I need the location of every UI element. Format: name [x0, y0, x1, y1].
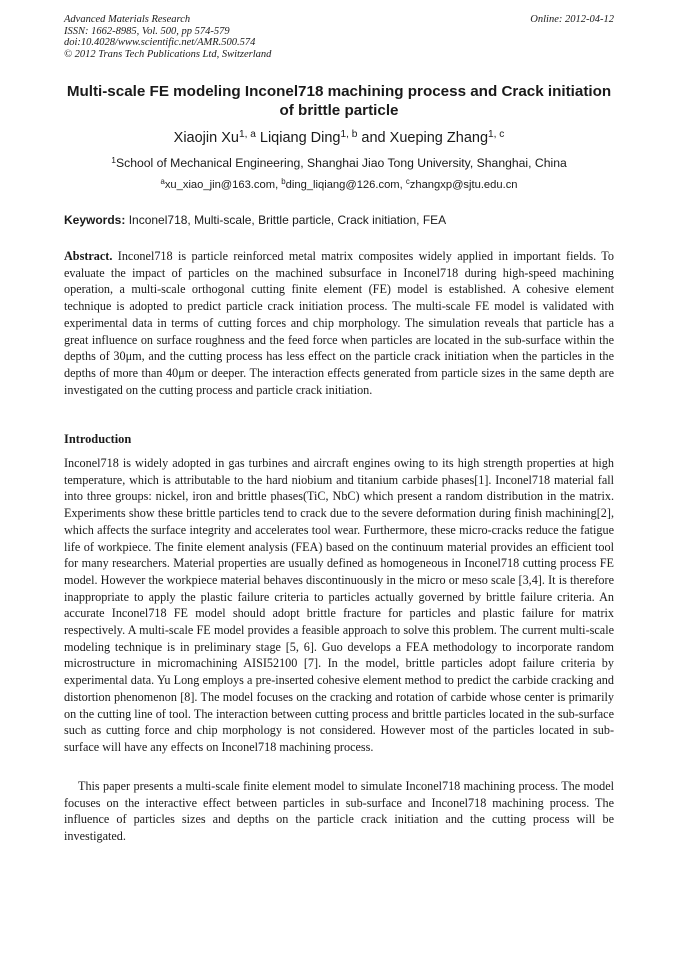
keywords-text: Inconel718, Multi-scale, Brittle particle, Crack initiation, FEA: [128, 213, 447, 227]
email-address[interactable]: zhangxp@sjtu.edu.cn: [409, 179, 518, 191]
affiliation: [64, 156, 614, 171]
keywords-label: Keywords:: [64, 213, 126, 227]
keywords: [64, 213, 614, 228]
journal-name: Advanced Materials Research: [64, 14, 191, 25]
email-superscript: a: [160, 177, 165, 187]
section-heading-introduction: Introduction: [64, 432, 132, 446]
email-superscript: b: [281, 177, 286, 187]
publication-header: [64, 14, 614, 60]
online-date: Online: 2012-04-12: [530, 14, 614, 25]
affiliation-text: School of Mechanical Engineering, Shanghai Jiao Tong University, Shanghai, China: [115, 156, 567, 170]
author-superscript: 1, b: [340, 128, 358, 140]
author-name: Xiaojin Xu: [173, 130, 239, 146]
email-address[interactable]: ding_liqiang@126.com: [285, 179, 400, 191]
abstract-label: Abstract.: [64, 249, 113, 263]
author-joiner: and: [361, 130, 386, 146]
author-name: Liqiang Ding: [259, 130, 341, 146]
affiliation-superscript: 1: [111, 154, 116, 165]
email-superscript: c: [405, 177, 410, 187]
email-address[interactable]: xu_xiao_jin@163.com: [164, 179, 276, 191]
introduction-paragraph-1: Inconel718 is widely adopted in gas turbines and aircraft engines owing to its high strength properties at high temperature, which is attributable to the hard niobium and titanium carbide phases[1]. Inconel718 material fall into three groups: nickel, iron and brittle phases(TiC, NbC) which present a random distribution in the matrix. Experiments show these brittle particles tend to crack due to the severe deformation during finish machining[2], which affects the surface integrity and accelerates tool wear. Furthermore, these micro-cracks reduce the fatigue life of workpiece. The finite element analysis (FEA) based on the continuum material provides an efficient tool for many researchers. Material properties are usually defined as homogeneous in Inconel718 cutting process FE model. However the workpiece material behaves discontinuously in the micro or meso scale [3,4]. It is therefore inappropriate to apply the plastic failure criteria to particles actually governed by brittle failure criteria. An accurate Inconel718 FE model should adopt brittle fracture for particles and plastic failure for matrix respectively. A multi-scale FE model provides a feasible approach to solve this problem. The current multi-scale modeling technique is in preliminary stage [5, 6]. Guo develops a FEA methodology to incorporate random microstructure in micromachining AISI52100 [7]. In the model, brittle particles adopt failure criteria by experimental data. Yu Long employs a pre-inserted cohesive element method to predict the carbide cracking and distortion phenomenon [8]. The model focuses on the cracking and rotation of carbide whose center is primarily on the cutting line of tool. The interaction between cutting process and brittle particles located in the sub-surface such as cutting force and chip morphology is not considered. However most of the particles located in sub-surface will have any effects on Inconel718 machining process.: [64, 456, 614, 754]
doi-line: doi:10.4028/www.scientific.net/AMR.500.574: [64, 37, 256, 48]
issn-line: ISSN: 1662-8985, Vol. 500, pp 574-579: [64, 25, 230, 37]
abstract: [64, 248, 614, 398]
author-name: Xueping Zhang: [389, 130, 489, 146]
author-superscript: 1, c: [488, 128, 505, 140]
paper-title: Multi-scale FE modeling Inconel718 machining process and Crack initiation of brittle particle: [66, 83, 612, 119]
author-list: [64, 129, 614, 147]
introduction-paragraph-2: This paper presents a multi-scale finite element model to simulate Inconel718 machining process. The model focuses on the interactive effect between particles in sub-surface and Inconel718 machining process. The influence of particles sizes and depths on the particle crack initiation and the cutting process will be investigated.: [64, 779, 614, 844]
author-superscript: 1, a: [238, 128, 256, 140]
email-list: $^a$xu_xiao_jin@163.com, $^b$ding_liqiang@126.com, $^c$zhangxp@sjtu.edu.cn: [160, 177, 518, 191]
abstract-text: Inconel718 is particle reinforced metal matrix composites widely applied in important fields. To evaluate the impact of particles on the machined subsurface in Inconel718 during high-speed machining operation, a multi-scale orthogonal cutting finite element (FE) model is established. A cohesive element technique is adopted to predict particle crack initiation process. The multi-scale FE model is validated with experimental data in terms of cutting forces and chip morphology. The simulation reveals that particle has a great influence on surface roughness and the feed force when particles are located in the sub-surface within the depths of 30μm, and the cutting process has less effect on the particle crack initiation when the particles in the depths of more than 40μm or deeper. The interaction effects generated from particle sizes in the same depth are investigated on the cutting process and particle crack initiation.: [64, 249, 614, 397]
copyright-line: © 2012 Trans Tech Publications Ltd, Switzerland: [64, 48, 272, 60]
